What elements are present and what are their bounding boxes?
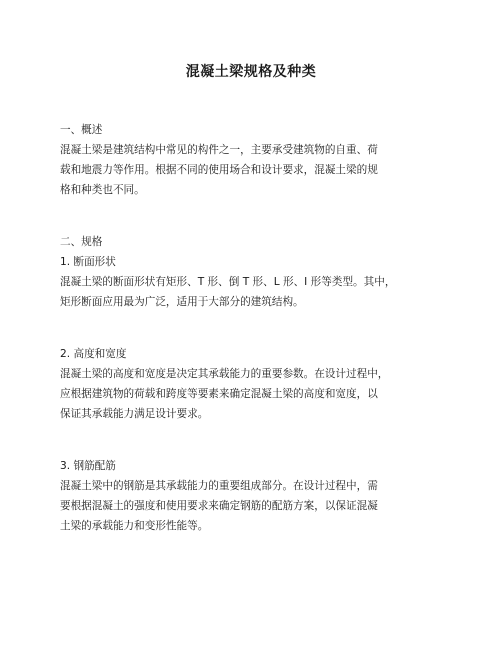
paragraph-line: 要根据混凝土的强度和使用要求来确定钢筋的配筋方案，以保证混凝 (60, 500, 378, 512)
paragraph-line: 混凝土梁是建筑结构中常见的构件之一，主要承受建筑物的自重、荷 (60, 144, 378, 156)
section-specs (60, 232, 450, 312)
section-overview (60, 120, 450, 200)
paragraph-line: 保证其承载能力满足设计要求。 (60, 408, 209, 420)
paragraph-line: 格和种类也不同。 (60, 184, 145, 196)
subsection-heading: 3. 钢筋配筋 (60, 460, 116, 472)
subsection-heading: 2. 高度和宽度 (60, 348, 127, 360)
paragraph-line: 土梁的承载能力和变形性能等。 (60, 520, 209, 532)
paragraph-line: 混凝土梁中的钢筋是其承载能力的重要组成部分。在设计过程中，需 (60, 480, 378, 492)
paragraph-line: 混凝土梁的断面形状有矩形、T 形、倒 T 形、L 形、I 形等类型。其中， (60, 276, 396, 288)
paragraph-line: 载和地震力等作用。根据不同的使用场合和设计要求，混凝土梁的规 (60, 164, 378, 176)
paragraph-line: 矩形断面应用最为广泛，适用于大部分的建筑结构。 (60, 296, 304, 308)
document-title: 混凝土梁规格及种类 (185, 64, 317, 80)
subsection-reinforcement (60, 456, 450, 536)
subsection-heading: 1. 断面形状 (60, 256, 116, 268)
subsection-height-width (60, 344, 450, 424)
paragraph-line: 混凝土梁的高度和宽度是决定其承载能力的重要参数。在设计过程中， (60, 368, 389, 380)
section-heading: 一、概述 (60, 124, 103, 136)
paragraph-line: 应根据建筑物的荷载和跨度等要素来确定混凝土梁的高度和宽度，以 (60, 388, 378, 400)
section-heading: 二、规格 (60, 236, 103, 248)
